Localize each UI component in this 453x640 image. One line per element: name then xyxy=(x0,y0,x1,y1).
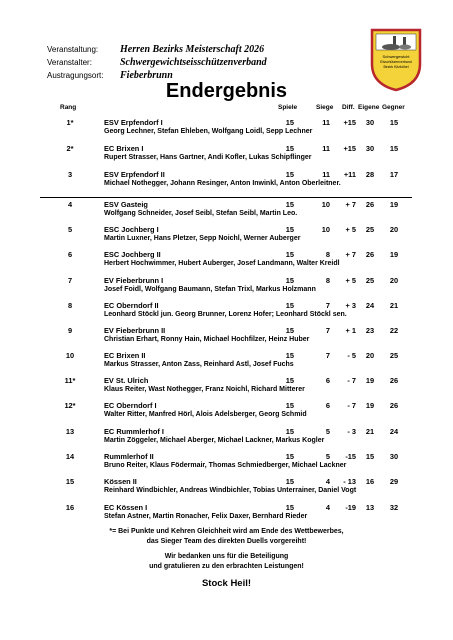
row-own: 25 xyxy=(365,276,375,285)
col-diff: Diff. xyxy=(342,104,355,111)
row-rank: 2* xyxy=(66,144,74,153)
page-title: Endergebnis xyxy=(165,80,288,102)
row-wins: 8 xyxy=(325,276,330,285)
row-diff: + 5 xyxy=(345,225,356,234)
row-wins: 4 xyxy=(325,503,330,512)
row-diff: -15 xyxy=(345,452,356,461)
row-team: Kössen II xyxy=(104,477,137,486)
row-team: EC Oberndorf I xyxy=(104,401,157,410)
row-rank: 4 xyxy=(67,200,73,209)
row-opp: 30 xyxy=(389,452,399,461)
logo-text-2: Eisschützenverband xyxy=(380,60,412,64)
event-line xyxy=(47,44,264,55)
row-wins: 7 xyxy=(325,326,330,335)
row-diff: + 7 xyxy=(345,200,356,209)
row-team: ESC Jochberg II xyxy=(104,250,161,259)
row-opp: 19 xyxy=(389,200,399,209)
row-players: Christian Erhart, Ronny Hain, Michael Hochfilzer, Heinz Huber xyxy=(104,336,310,343)
row-own: 30 xyxy=(365,118,375,127)
row-team: EC Oberndorf II xyxy=(104,301,159,310)
row-wins: 10 xyxy=(321,225,330,234)
row-own: 30 xyxy=(365,144,375,153)
row-team: EV Fieberbrunn II xyxy=(104,326,166,335)
row-opp: 24 xyxy=(389,427,399,436)
row-diff: +15 xyxy=(343,118,356,127)
row-players: Martin Luxner, Hans Pletzer, Sepp Noichl, Werner Auberger xyxy=(104,235,301,242)
row-diff: + 7 xyxy=(345,250,356,259)
row-rank: 16 xyxy=(65,503,75,512)
event-label: Veranstaltung: xyxy=(47,45,99,54)
venue-value: Fieberbrunn xyxy=(120,70,173,81)
row-games: 15 xyxy=(285,376,294,385)
row-games: 15 xyxy=(285,170,294,179)
row-rank: 5 xyxy=(67,225,73,234)
row-diff: + 1 xyxy=(345,326,356,335)
thanks-2: und gratulieren zu den erbrachten Leistungen! xyxy=(149,563,304,570)
row-rank: 7 xyxy=(67,276,73,285)
row-opp: 26 xyxy=(389,401,399,410)
venue-label: Austragungsort: xyxy=(47,71,104,80)
closing-text: Stock Heil! xyxy=(201,578,252,589)
thanks-1: Wir bedanken uns für die Beteiligung xyxy=(164,553,289,560)
row-players: Markus Strasser, Anton Zass, Reinhard Astl, Josef Fuchs xyxy=(104,361,294,368)
row-opp: 22 xyxy=(389,326,399,335)
row-team: ESV Erpfendorf II xyxy=(104,170,165,179)
row-games: 15 xyxy=(285,301,294,310)
row-rank: 12* xyxy=(64,401,76,410)
row-own: 15 xyxy=(365,452,375,461)
col-own: Eigene xyxy=(358,104,380,111)
row-team: ESV Gasteig xyxy=(104,200,148,209)
row-games: 15 xyxy=(285,503,294,512)
row-team: ESC Jochberg I xyxy=(104,225,159,234)
logo-text-3: Bezirk Kitzbühel xyxy=(383,65,409,69)
row-own: 25 xyxy=(365,225,375,234)
row-games: 15 xyxy=(285,276,294,285)
row-games: 15 xyxy=(285,351,294,360)
row-opp: 21 xyxy=(389,301,399,310)
row-diff: - 13 xyxy=(343,477,356,486)
row-opp: 26 xyxy=(389,376,399,385)
event-value: Herren Bezirks Meisterschaft 2026 xyxy=(120,44,265,55)
row-rank: 6 xyxy=(67,250,73,259)
row-players: Georg Lechner, Stefan Ehleben, Wolfgang Loidl, Sepp Lechner xyxy=(104,128,313,135)
row-diff: + 5 xyxy=(345,276,356,285)
row-rank: 3 xyxy=(67,170,73,179)
row-diff: + 3 xyxy=(345,301,356,310)
row-diff: - 3 xyxy=(347,427,356,436)
row-diff: - 5 xyxy=(347,351,356,360)
row-own: 26 xyxy=(365,200,375,209)
row-wins: 4 xyxy=(325,477,330,486)
row-opp: 17 xyxy=(389,170,399,179)
row-wins: 6 xyxy=(325,376,330,385)
row-players: Walter Ritter, Manfred Hörl, Alois Adelsberger, Georg Schmid xyxy=(104,411,307,418)
row-rank: 11* xyxy=(64,376,76,385)
row-games: 15 xyxy=(285,144,294,153)
row-rank: 10 xyxy=(65,351,75,360)
row-own: 16 xyxy=(365,477,375,486)
row-own: 20 xyxy=(365,351,375,360)
row-games: 15 xyxy=(285,250,294,259)
row-own: 21 xyxy=(365,427,375,436)
organizer-value: Schwergewichtseisschützenverband xyxy=(120,57,267,68)
row-players: Bruno Reiter, Klaus Födermair, Thomas Schmiedberger, Michael Lackner xyxy=(104,462,347,469)
row-players: Rupert Strasser, Hans Gartner, Andi Kofler, Lukas Schipflinger xyxy=(104,154,312,161)
logo-text-1: Schwergewicht xyxy=(382,54,410,59)
row-rank: 1* xyxy=(66,118,74,127)
row-wins: 5 xyxy=(325,452,330,461)
row-rank: 13 xyxy=(65,427,75,436)
row-players: Stefan Astner, Martin Ronacher, Felix Daxer, Bernhard Rieder xyxy=(104,513,308,520)
row-own: 24 xyxy=(365,301,375,310)
row-players: Josef Foidl, Wolfgang Baumann, Stefan Trixl, Markus Holzmann xyxy=(104,286,316,293)
row-players: Herbert Hochwimmer, Hubert Auberger, Josef Landmann, Walter Kreidl xyxy=(104,260,340,267)
row-diff: -19 xyxy=(345,503,356,512)
row-team: EV Fieberbrunn I xyxy=(104,276,164,285)
row-games: 15 xyxy=(285,427,294,436)
row-own: 23 xyxy=(365,326,375,335)
footnote-2: das Sieger Team des direkten Duells vorgereiht! xyxy=(146,538,307,545)
col-opp: Gegner xyxy=(382,104,405,111)
row-players: Reinhard Windbichler, Andreas Windbichler, Tobias Unterrainer, Daniel Vogt xyxy=(104,487,357,494)
organizer-line xyxy=(47,57,267,68)
row-games: 15 xyxy=(285,326,294,335)
row-games: 15 xyxy=(285,225,294,234)
row-wins: 8 xyxy=(325,250,330,259)
row-opp: 15 xyxy=(389,144,399,153)
row-rank: 14 xyxy=(65,452,75,461)
row-diff: +15 xyxy=(343,144,356,153)
row-players: Klaus Reiter, Wast Nothegger, Franz Noichl, Richard Mitterer xyxy=(104,386,305,393)
row-players: Leonhard Stöckl jun. Georg Brunner, Lorenz Hofer; Leonhard Stöckl sen. xyxy=(104,311,347,318)
row-team: EV St. Ulrich xyxy=(104,376,149,385)
row-players: Wolfgang Schneider, Josef Seibl, Stefan Seibl, Martin Leo. xyxy=(104,210,298,217)
organizer-label: Veranstalter: xyxy=(47,58,92,67)
row-opp: 25 xyxy=(389,351,399,360)
row-rank: 8 xyxy=(67,301,73,310)
row-team: EC Brixen II xyxy=(104,351,146,360)
row-games: 15 xyxy=(285,200,294,209)
row-opp: 20 xyxy=(389,276,399,285)
row-own: 13 xyxy=(365,503,375,512)
row-players: Michael Nothegger, Johann Resinger, Anton Inwinkl, Anton Oberleitner. xyxy=(104,180,341,187)
row-wins: 11 xyxy=(322,144,330,153)
row-own: 19 xyxy=(365,376,375,385)
row-wins: 7 xyxy=(325,351,330,360)
row-opp: 32 xyxy=(389,503,399,512)
row-opp: 29 xyxy=(389,477,399,486)
row-team: EC Brixen I xyxy=(104,144,144,153)
row-own: 28 xyxy=(365,170,375,179)
row-games: 15 xyxy=(285,401,294,410)
row-team: EC Kössen I xyxy=(104,503,148,512)
row-wins: 10 xyxy=(321,200,330,209)
row-rank: 9 xyxy=(67,326,73,335)
row-games: 15 xyxy=(285,477,294,486)
row-opp: 15 xyxy=(389,118,399,127)
row-games: 15 xyxy=(285,118,294,127)
col-games: Spiele xyxy=(278,104,298,111)
row-rank: 15 xyxy=(65,477,75,486)
row-diff: - 7 xyxy=(347,376,356,385)
row-games: 15 xyxy=(285,452,294,461)
row-own: 26 xyxy=(365,250,375,259)
row-own: 19 xyxy=(365,401,375,410)
row-wins: 6 xyxy=(325,401,330,410)
row-diff: - 7 xyxy=(347,401,356,410)
col-wins: Siege xyxy=(316,104,334,111)
row-wins: 7 xyxy=(325,301,330,310)
row-team: EC Rummlerhof I xyxy=(104,427,164,436)
row-team: Rummlerhof II xyxy=(104,452,154,461)
row-opp: 20 xyxy=(389,225,399,234)
row-wins: 11 xyxy=(322,170,330,179)
footnote-1: *= Bei Punkte und Kehren Gleichheit wird am Ende des Wettbewerbes, xyxy=(109,528,344,535)
col-rank: Rang xyxy=(60,104,77,111)
row-opp: 19 xyxy=(389,250,399,259)
row-team: ESV Erpfendorf I xyxy=(104,118,163,127)
row-wins: 11 xyxy=(322,118,330,127)
divider xyxy=(40,197,412,198)
row-diff: +11 xyxy=(343,170,356,179)
row-players: Martin Zöggeler, Michael Aberger, Michael Lackner, Markus Kogler xyxy=(104,437,325,444)
row-wins: 5 xyxy=(325,427,330,436)
